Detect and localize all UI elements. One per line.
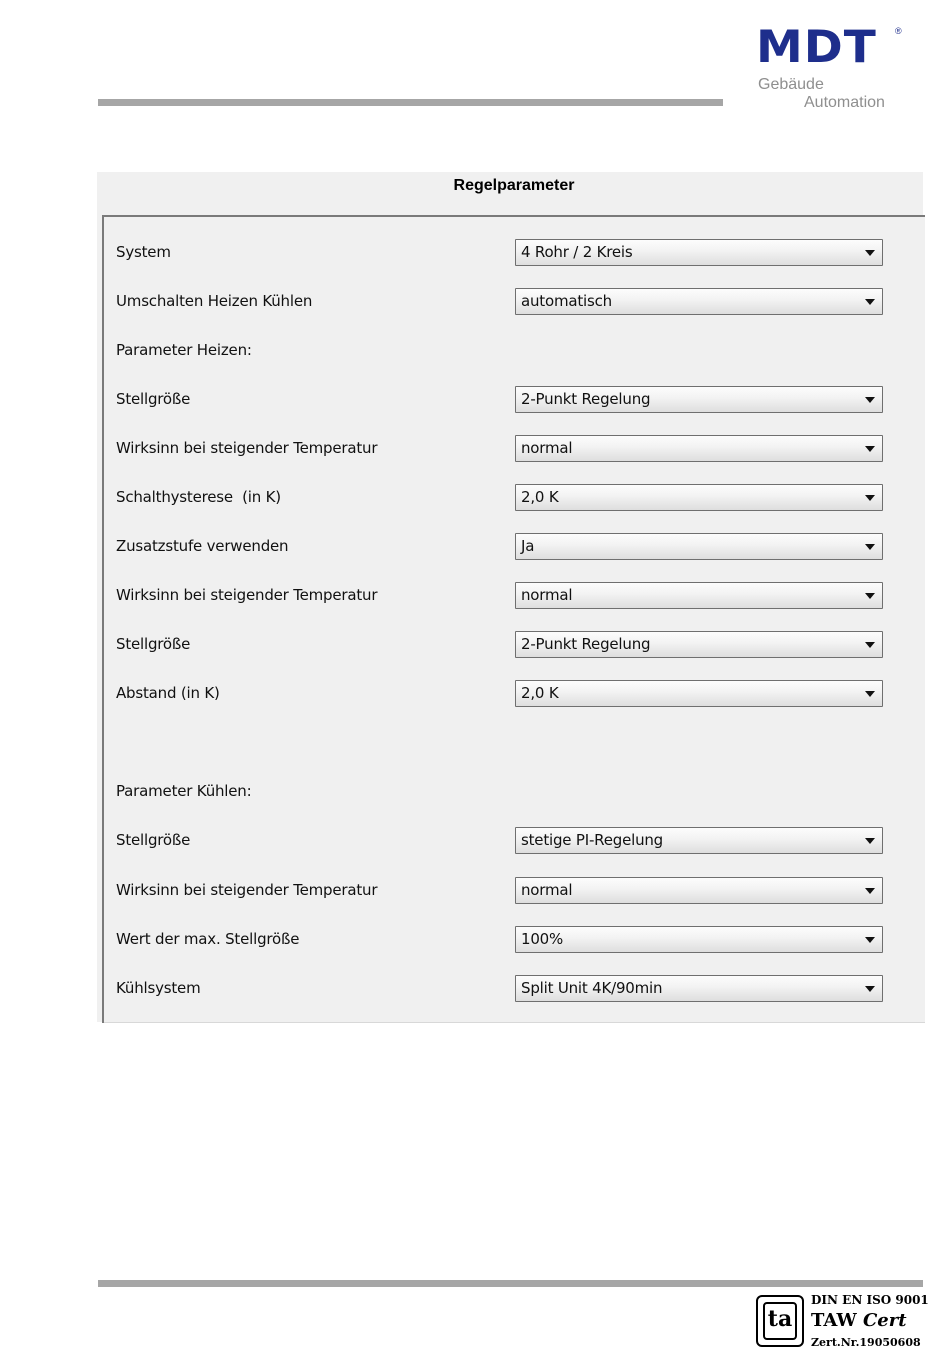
label-stellgroesse-kuehlen: Stellgröße [116, 831, 191, 849]
dropdown-value: 4 Rohr / 2 Kreis [521, 243, 633, 261]
label-umschalten: Umschalten Heizen Kühlen [116, 292, 313, 310]
parameter-list [102, 215, 925, 1023]
dropdown-value: normal [521, 586, 573, 604]
dropdown-stellgroesse-kuehlen[interactable] [515, 827, 883, 854]
label-system: System [116, 243, 171, 261]
logo-subtitle-line2: Automation [804, 94, 885, 111]
dropdown-value: stetige PI-Regelung [521, 831, 664, 849]
logo-registered-mark: ® [895, 26, 902, 36]
chevron-down-icon [865, 299, 875, 305]
label-zusatzstufe: Zusatzstufe verwenden [116, 537, 289, 555]
cert-issuer-taw: TAW [811, 1310, 857, 1331]
dropdown-abstand[interactable] [515, 680, 883, 707]
dropdown-value: Split Unit 4K/90min [521, 979, 663, 997]
chevron-down-icon [865, 593, 875, 599]
dropdown-wirksinn-zusatzstufe[interactable] [515, 582, 883, 609]
label-wirksinn-heizen: Wirksinn bei steigender Temperatur [116, 439, 378, 457]
label-abstand: Abstand (in K) [116, 684, 220, 702]
dropdown-wirksinn-heizen[interactable] [515, 435, 883, 462]
chevron-down-icon [865, 495, 875, 501]
dropdown-value: 2-Punkt Regelung [521, 635, 651, 653]
chevron-down-icon [865, 544, 875, 550]
logo-subtitle-line1: Gebäude [758, 76, 824, 93]
certification-logo [756, 1293, 929, 1353]
parameter-dialog [97, 172, 923, 1022]
section-heading-heizen: Parameter Heizen: [116, 341, 252, 359]
chevron-down-icon [865, 250, 875, 256]
dropdown-system[interactable] [515, 239, 883, 266]
chevron-down-icon [865, 888, 875, 894]
label-stellgroesse-heizen: Stellgröße [116, 390, 191, 408]
dropdown-umschalten[interactable] [515, 288, 883, 315]
dropdown-value: normal [521, 881, 573, 899]
cert-badge-mark: ta [763, 1302, 797, 1340]
label-max-stellgroesse: Wert der max. Stellgröße [116, 930, 300, 948]
dropdown-value: 100% [521, 930, 564, 948]
header-rule [98, 99, 723, 106]
label-wirksinn-kuehlen: Wirksinn bei steigender Temperatur [116, 881, 378, 899]
chevron-down-icon [865, 691, 875, 697]
dropdown-stellgroesse-zusatzstufe[interactable] [515, 631, 883, 658]
dropdown-wirksinn-kuehlen[interactable] [515, 877, 883, 904]
logo-mark: MDT [756, 21, 877, 74]
dropdown-stellgroesse-heizen[interactable] [515, 386, 883, 413]
label-wirksinn-zusatzstufe: Wirksinn bei steigender Temperatur [116, 586, 378, 604]
dropdown-max-stellgroesse[interactable] [515, 926, 883, 953]
label-stellgroesse-zusatzstufe: Stellgröße [116, 635, 191, 653]
label-schalthysterese: Schalthysterese (in K) [116, 488, 281, 506]
label-kuehlsystem: Kühlsystem [116, 979, 201, 997]
chevron-down-icon [865, 642, 875, 648]
cert-issuer-cert: Cert [862, 1310, 907, 1331]
dropdown-zusatzstufe[interactable] [515, 533, 883, 560]
dropdown-value: 2,0 K [521, 684, 559, 702]
dropdown-value: 2-Punkt Regelung [521, 390, 651, 408]
dropdown-value: Ja [521, 537, 535, 555]
dropdown-value: automatisch [521, 292, 612, 310]
dialog-title: Regelparameter [453, 177, 575, 194]
chevron-down-icon [865, 986, 875, 992]
taw-cert-badge-icon [756, 1295, 804, 1347]
cert-standard: DIN EN ISO 9001 [811, 1293, 929, 1307]
chevron-down-icon [865, 937, 875, 943]
chevron-down-icon [865, 838, 875, 844]
section-heading-kuehlen: Parameter Kühlen: [116, 782, 252, 800]
dropdown-schalthysterese[interactable] [515, 484, 883, 511]
cert-number: Zert.Nr.19050608 [811, 1336, 921, 1349]
cert-issuer [811, 1310, 907, 1331]
mdt-logo [756, 21, 916, 116]
chevron-down-icon [865, 397, 875, 403]
chevron-down-icon [865, 446, 875, 452]
dropdown-kuehlsystem[interactable] [515, 975, 883, 1002]
dropdown-value: normal [521, 439, 573, 457]
footer-rule [98, 1280, 923, 1287]
dropdown-value: 2,0 K [521, 488, 559, 506]
